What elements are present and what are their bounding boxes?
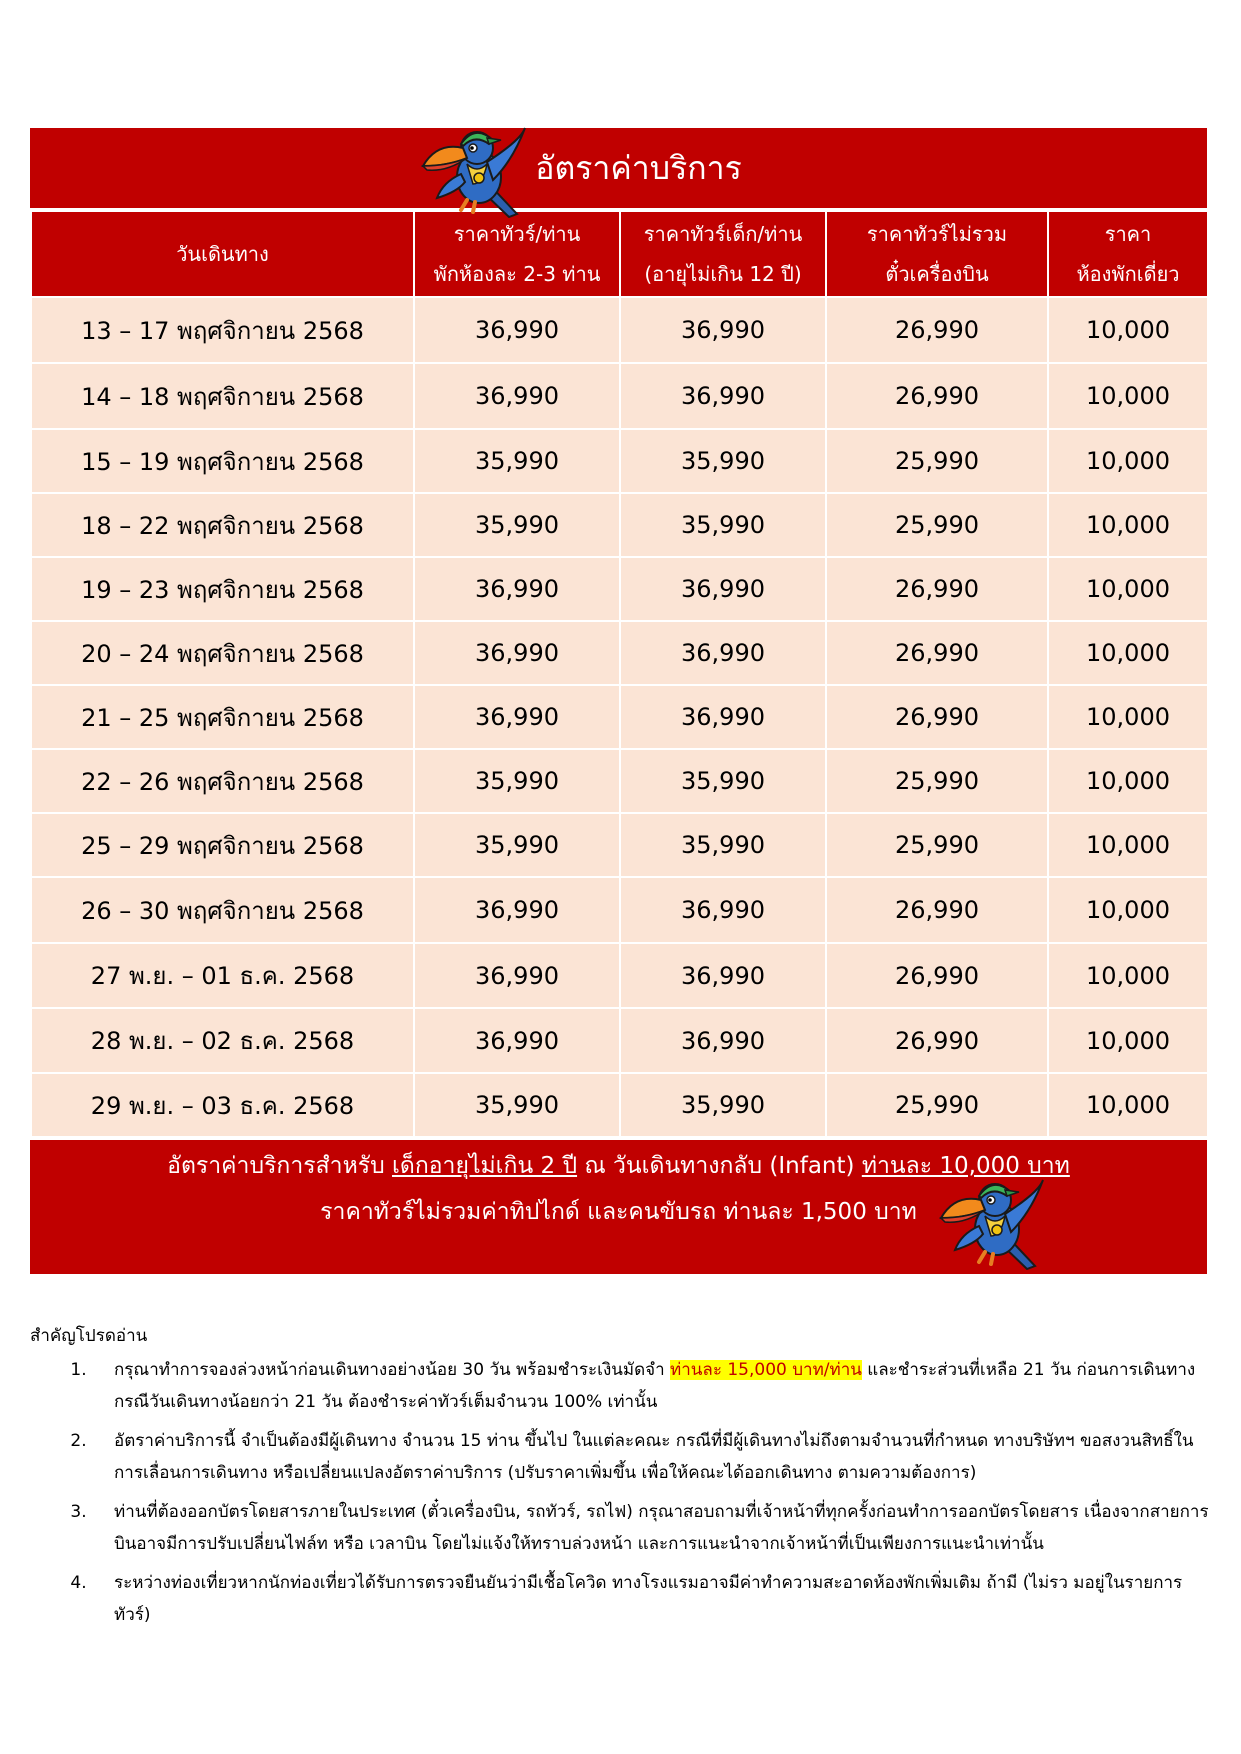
single-room-cell: 10,000 bbox=[1048, 297, 1208, 363]
single-room-cell: 10,000 bbox=[1048, 493, 1208, 557]
list-item: 4. ระหว่างท่องเที่ยวหากนักท่องเที่ยวได้รับการตรวจยืนยันว่ามีเชื้อโควิด ทางโรงแรมอาจมีค่าทำความสะอาดห้องพักเพิ่มเติม ถ้ามี (ไม่รว มอยู่ในรายการทัวร์) bbox=[92, 1567, 1210, 1631]
toucan-mascot-icon bbox=[935, 1174, 1045, 1270]
list-item: 2. อัตราค่าบริการนี้ จำเป็นต้องมีผู้เดินทาง จำนวน 15 ท่าน ขึ้นไป ในแต่ละคณะ กรณีที่มีผู้เดินทางไม่ถึงตามจำนวนที่กำหนด ทางบริษัทฯ ขอสงวนสิทธิ์ในการเลื่อนการเดินทาง หรือเปลี่ยนแปลงอัตราค่าบริการ (ปรับราคาเพิ่มขึ้น เพื่อให้คณะได้ออกเดินทาง ตามความต้องการ) bbox=[92, 1425, 1210, 1489]
col-header-no-flight-price: ราคาทัวร์ไม่รวม ตั๋วเครื่องบิน bbox=[826, 211, 1048, 297]
adult-price-cell: 35,990 bbox=[414, 1073, 620, 1137]
no-flight-price-cell: 26,990 bbox=[826, 877, 1048, 943]
child-price-cell: 35,990 bbox=[620, 493, 826, 557]
infant-rate-line: อัตราค่าบริการสำหรับ เด็กอายุไม่เกิน 2 ปี ณ วันเดินทางกลับ (Infant) ท่านละ 10,000 บาท bbox=[167, 1153, 1070, 1179]
no-flight-price-cell: 26,990 bbox=[826, 557, 1048, 621]
no-flight-price-cell: 25,990 bbox=[826, 813, 1048, 877]
table-row bbox=[31, 749, 1208, 813]
date-cell: 15 – 19 พฤศจิกายน 2568 bbox=[31, 429, 414, 493]
adult-price-cell: 35,990 bbox=[414, 749, 620, 813]
single-room-cell: 10,000 bbox=[1048, 877, 1208, 943]
child-price-cell: 35,990 bbox=[620, 1073, 826, 1137]
price-table bbox=[30, 210, 1209, 1138]
adult-price-cell: 36,990 bbox=[414, 943, 620, 1008]
toucan-mascot-icon bbox=[417, 122, 527, 218]
single-room-cell: 10,000 bbox=[1048, 685, 1208, 749]
adult-price-cell: 35,990 bbox=[414, 429, 620, 493]
date-cell: 13 – 17 พฤศจิกายน 2568 bbox=[31, 297, 414, 363]
single-room-cell: 10,000 bbox=[1048, 1008, 1208, 1073]
date-cell: 21 – 25 พฤศจิกายน 2568 bbox=[31, 685, 414, 749]
title-bar bbox=[30, 128, 1207, 210]
table-row bbox=[31, 685, 1208, 749]
date-cell: 29 พ.ย. – 03 ธ.ค. 2568 bbox=[31, 1073, 414, 1137]
no-flight-price-cell: 25,990 bbox=[826, 493, 1048, 557]
adult-price-cell: 36,990 bbox=[414, 621, 620, 685]
single-room-cell: 10,000 bbox=[1048, 557, 1208, 621]
important-notes bbox=[30, 1320, 1210, 1638]
col-header-single-room: ราคา ห้องพักเดี่ยว bbox=[1048, 211, 1208, 297]
table-row bbox=[31, 943, 1208, 1008]
adult-price-cell: 36,990 bbox=[414, 685, 620, 749]
date-cell: 22 – 26 พฤศจิกายน 2568 bbox=[31, 749, 414, 813]
table-row bbox=[31, 363, 1208, 429]
col-header-adult-price: ราคาทัวร์/ท่าน พักห้องละ 2-3 ท่าน bbox=[414, 211, 620, 297]
child-price-cell: 36,990 bbox=[620, 557, 826, 621]
no-flight-price-cell: 26,990 bbox=[826, 621, 1048, 685]
table-row bbox=[31, 813, 1208, 877]
table-row bbox=[31, 429, 1208, 493]
adult-price-cell: 36,990 bbox=[414, 557, 620, 621]
date-cell: 26 – 30 พฤศจิกายน 2568 bbox=[31, 877, 414, 943]
list-item: 1. กรุณาทำการจองล่วงหน้าก่อนเดินทางอย่างน้อย 30 วัน พร้อมชำระเงินมัดจำ ท่านละ 15,000 บาท/ท่าน และชำระส่วนที่เหลือ 21 วัน ก่อนการเดินทาง กรณีวันเดินทางน้อยกว่า 21 วัน ต้องชำระค่าทัวร์เต็มจำนวน 100% เท่านั้น bbox=[92, 1354, 1210, 1418]
tip-note-line: ราคาทัวร์ไม่รวมค่าทิปไกด์ และคนขับรถ ท่านละ 1,500 บาท bbox=[320, 1199, 917, 1225]
date-cell: 27 พ.ย. – 01 ธ.ค. 2568 bbox=[31, 943, 414, 1008]
adult-price-cell: 35,990 bbox=[414, 493, 620, 557]
date-cell: 18 – 22 พฤศจิกายน 2568 bbox=[31, 493, 414, 557]
child-price-cell: 36,990 bbox=[620, 1008, 826, 1073]
child-price-cell: 36,990 bbox=[620, 685, 826, 749]
list-item: 3. ท่านที่ต้องออกบัตรโดยสารภายในประเทศ (ตั๋วเครื่องบิน, รถทัวร์, รถไฟ) กรุณาสอบถามที่เจ้าหน้าที่ทุกครั้งก่อนทำการออกบัตรโดยสาร เนื่องจากสายการบินอาจมีการปรับเปลี่ยนไฟล์ท หรือ เวลาบิน โดยไม่แจ้งให้ทราบล่วงหน้า และการแนะนำจากเจ้าหน้าที่เป็นเพียงการแนะนำเท่านั้น bbox=[92, 1496, 1210, 1560]
table-row bbox=[31, 557, 1208, 621]
child-price-cell: 36,990 bbox=[620, 621, 826, 685]
child-price-cell: 35,990 bbox=[620, 429, 826, 493]
child-price-cell: 36,990 bbox=[620, 943, 826, 1008]
no-flight-price-cell: 26,990 bbox=[826, 297, 1048, 363]
page-title: อัตราค่าบริการ bbox=[535, 148, 742, 187]
single-room-cell: 10,000 bbox=[1048, 943, 1208, 1008]
no-flight-price-cell: 25,990 bbox=[826, 749, 1048, 813]
child-price-cell: 35,990 bbox=[620, 749, 826, 813]
table-row bbox=[31, 493, 1208, 557]
price-table-section bbox=[30, 128, 1207, 1274]
no-flight-price-cell: 26,990 bbox=[826, 1008, 1048, 1073]
footer-bar bbox=[30, 1138, 1207, 1274]
single-room-cell: 10,000 bbox=[1048, 749, 1208, 813]
date-cell: 28 พ.ย. – 02 ธ.ค. 2568 bbox=[31, 1008, 414, 1073]
date-cell: 20 – 24 พฤศจิกายน 2568 bbox=[31, 621, 414, 685]
date-cell: 25 – 29 พฤศจิกายน 2568 bbox=[31, 813, 414, 877]
no-flight-price-cell: 26,990 bbox=[826, 943, 1048, 1008]
notes-list bbox=[30, 1354, 1210, 1631]
child-price-cell: 36,990 bbox=[620, 877, 826, 943]
table-row bbox=[31, 877, 1208, 943]
table-row bbox=[31, 297, 1208, 363]
single-room-cell: 10,000 bbox=[1048, 621, 1208, 685]
single-room-cell: 10,000 bbox=[1048, 429, 1208, 493]
single-room-cell: 10,000 bbox=[1048, 813, 1208, 877]
child-price-cell: 36,990 bbox=[620, 297, 826, 363]
no-flight-price-cell: 26,990 bbox=[826, 363, 1048, 429]
child-price-cell: 36,990 bbox=[620, 363, 826, 429]
table-row bbox=[31, 1008, 1208, 1073]
infant-price-text: ท่านละ 10,000 บาท bbox=[861, 1153, 1070, 1179]
adult-price-cell: 36,990 bbox=[414, 363, 620, 429]
single-room-cell: 10,000 bbox=[1048, 1073, 1208, 1137]
table-row bbox=[31, 621, 1208, 685]
table-header-row bbox=[31, 211, 1208, 297]
infant-age-text: เด็กอายุไม่เกิน 2 ปี bbox=[392, 1153, 578, 1179]
date-cell: 14 – 18 พฤศจิกายน 2568 bbox=[31, 363, 414, 429]
child-price-cell: 35,990 bbox=[620, 813, 826, 877]
deposit-highlight: ท่านละ 15,000 บาท/ท่าน bbox=[670, 1360, 862, 1380]
no-flight-price-cell: 26,990 bbox=[826, 685, 1048, 749]
no-flight-price-cell: 25,990 bbox=[826, 1073, 1048, 1137]
adult-price-cell: 35,990 bbox=[414, 813, 620, 877]
col-header-date: วันเดินทาง bbox=[31, 211, 414, 297]
adult-price-cell: 36,990 bbox=[414, 1008, 620, 1073]
no-flight-price-cell: 25,990 bbox=[826, 429, 1048, 493]
col-header-child-price: ราคาทัวร์เด็ก/ท่าน (อายุไม่เกิน 12 ปี) bbox=[620, 211, 826, 297]
adult-price-cell: 36,990 bbox=[414, 297, 620, 363]
date-cell: 19 – 23 พฤศจิกายน 2568 bbox=[31, 557, 414, 621]
single-room-cell: 10,000 bbox=[1048, 363, 1208, 429]
table-row bbox=[31, 1073, 1208, 1137]
adult-price-cell: 36,990 bbox=[414, 877, 620, 943]
notes-title: สำคัญโปรดอ่าน bbox=[30, 1326, 148, 1346]
